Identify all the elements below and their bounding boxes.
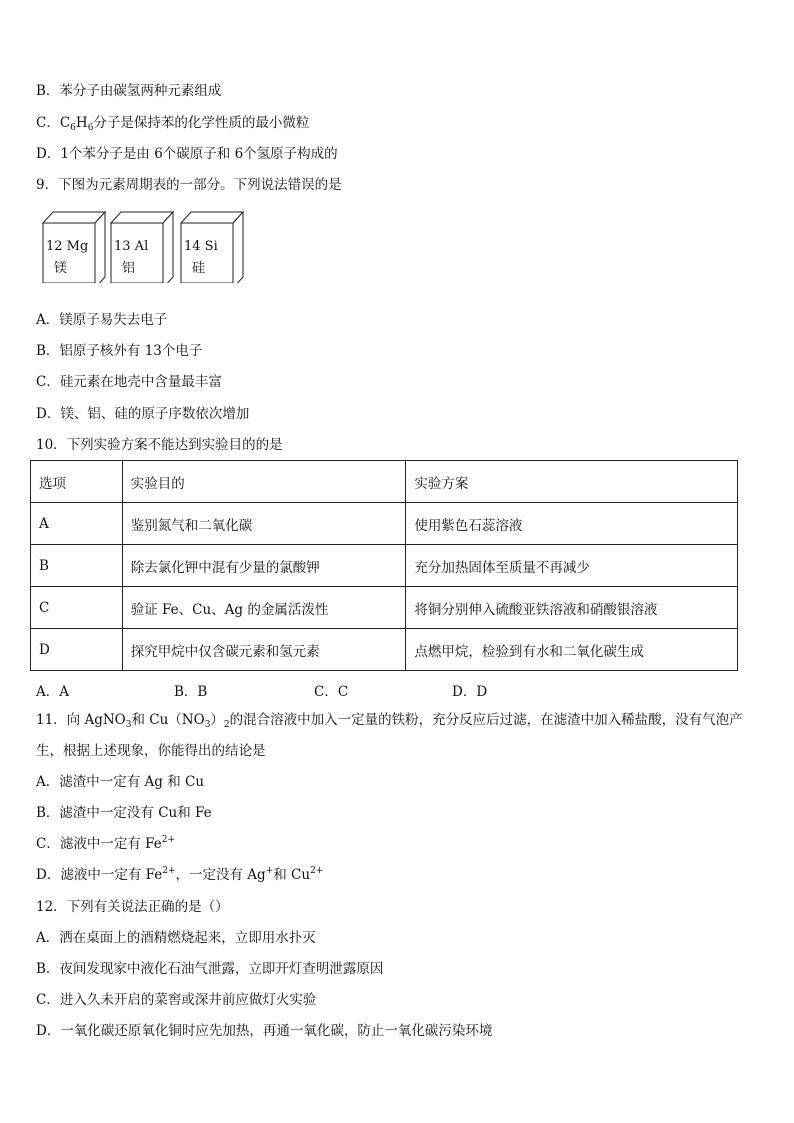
table-row bbox=[31, 503, 738, 545]
element-label-si: 14 Si bbox=[184, 239, 218, 254]
element-label-al: 13 Al bbox=[114, 239, 149, 254]
q11-stem-part: 的混合溶液中加入一定量的铁粉，充分反应后过滤，在滤渣中加入稀盐酸，没有气泡产 bbox=[229, 712, 743, 728]
q8-option-c bbox=[36, 114, 309, 132]
q11-d-sup: 2+ bbox=[162, 866, 176, 876]
q8-c-suffix: 分子是保持苯的化学性质的最小微粒 bbox=[93, 115, 310, 131]
q11-stem-line2: 生，根据上述现象，你能得出的结论是 bbox=[36, 743, 266, 759]
table-cell: 鉴别氮气和二氧化碳 bbox=[122, 503, 406, 545]
table-header-cell: 选项 bbox=[31, 461, 123, 503]
table-cell: 点燃甲烷，检验到有水和二氧化碳生成 bbox=[406, 629, 738, 671]
q11-d-sup: + bbox=[265, 866, 274, 876]
q10-answer-c: C．C bbox=[314, 684, 349, 700]
q11-sub: 2 bbox=[223, 720, 230, 730]
table-header-row bbox=[31, 461, 738, 503]
q10-table bbox=[30, 460, 738, 671]
element-box-mg bbox=[42, 211, 102, 277]
q8-option-d: D．1个苯分子是由 6个碳原子和 6个氢原子构成的 bbox=[36, 146, 338, 162]
q10-stem: 10．下列实验方案不能达到实验目的的是 bbox=[36, 437, 283, 453]
q11-c-sup: 2+ bbox=[161, 835, 176, 845]
q9-option-b: B．铝原子核外有 13个电子 bbox=[36, 343, 203, 359]
element-box-si bbox=[180, 211, 240, 277]
q9-stem: 9．下图为元素周期表的一部分。下列说法错误的是 bbox=[36, 177, 342, 193]
q9-option-a: A．镁原子易失去电子 bbox=[36, 312, 168, 328]
q11-stem-part: ） bbox=[210, 712, 224, 728]
q8-option-b: B．苯分子由碳氢两种元素组成 bbox=[36, 83, 222, 99]
q12-option-d: D．一氧化碳还原氧化铜时应先加热，再通一氧化碳，防止一氧化碳污染环境 bbox=[36, 1023, 493, 1039]
element-name-al: 铝 bbox=[122, 261, 136, 276]
q12-option-c: C．进入久未开启的菜窖或深井前应做灯火实验 bbox=[36, 992, 317, 1008]
q8-c-prefix: C．C bbox=[36, 115, 71, 131]
q10-answer-a: A．A bbox=[36, 684, 69, 700]
table-row bbox=[31, 587, 738, 629]
q11-stem bbox=[36, 711, 743, 729]
q9-option-c: C．硅元素在地壳中含量最丰富 bbox=[36, 374, 222, 390]
table-row bbox=[31, 629, 738, 671]
q11-sub: 3 bbox=[204, 720, 211, 730]
q11-d-part: D．滤液中一定有 Fe bbox=[36, 867, 163, 883]
table-header-cell: 实验方案 bbox=[406, 461, 738, 503]
table-cell: 验证 Fe、Cu、Ag 的金属活泼性 bbox=[122, 587, 406, 629]
q11-stem-part: 和 Cu（NO bbox=[131, 712, 205, 728]
q10-answer-d: D．D bbox=[452, 684, 488, 700]
q11-option-b: B．滤渣中一定没有 Cu和 Fe bbox=[36, 805, 212, 821]
q11-option-a: A．滤渣中一定有 Ag 和 Cu bbox=[36, 774, 205, 790]
q12-stem: 12．下列有关说法正确的是（） bbox=[36, 899, 229, 915]
q8-c-sub1: 6 bbox=[70, 123, 76, 133]
table-cell: 除去氯化钾中混有少量的氯酸钾 bbox=[122, 545, 406, 587]
table-cell: 使用紫色石蕊溶液 bbox=[406, 503, 738, 545]
table-cell: B bbox=[31, 545, 123, 587]
table-cell: C bbox=[31, 587, 123, 629]
table-header-cell: 实验目的 bbox=[122, 461, 406, 503]
q11-d-part: ，一定没有 Ag bbox=[175, 867, 266, 883]
q11-sub: 3 bbox=[125, 720, 132, 730]
q12-option-a: A．洒在桌面上的酒精燃烧起来，立即用水扑灭 bbox=[36, 930, 316, 946]
q9-option-d: D．镁、铝、硅的原子序数依次增加 bbox=[36, 406, 250, 422]
q8-c-mid: H bbox=[75, 115, 88, 131]
table-cell: A bbox=[31, 503, 123, 545]
q11-d-part: 和 Cu bbox=[273, 867, 311, 883]
q8-c-sub2: 6 bbox=[87, 123, 94, 133]
table-cell: 将铜分别伸入硫酸亚铁溶液和硝酸银溶液 bbox=[406, 587, 738, 629]
q10-answer-b: B．B bbox=[174, 684, 208, 700]
q11-c-text: C．滤液中一定有 Fe bbox=[36, 836, 162, 852]
q11-d-sup: 2+ bbox=[310, 866, 324, 876]
table-cell: D bbox=[31, 629, 123, 671]
element-name-mg: 镁 bbox=[54, 261, 68, 276]
table-cell: 充分加热固体至质量不再减少 bbox=[406, 545, 738, 587]
element-box-al bbox=[110, 211, 170, 277]
q12-option-b: B．夜间发现家中液化石油气泄露，立即开灯查明泄露原因 bbox=[36, 961, 384, 977]
table-cell: 探究甲烷中仅含碳元素和氢元素 bbox=[122, 629, 406, 671]
q11-option-d bbox=[36, 866, 323, 884]
table-row bbox=[31, 545, 738, 587]
q11-stem-part: 11．向 AgNO bbox=[36, 712, 126, 728]
element-name-si: 硅 bbox=[192, 261, 206, 276]
element-label-mg: 12 Mg bbox=[46, 239, 89, 254]
q11-option-c bbox=[36, 835, 175, 853]
